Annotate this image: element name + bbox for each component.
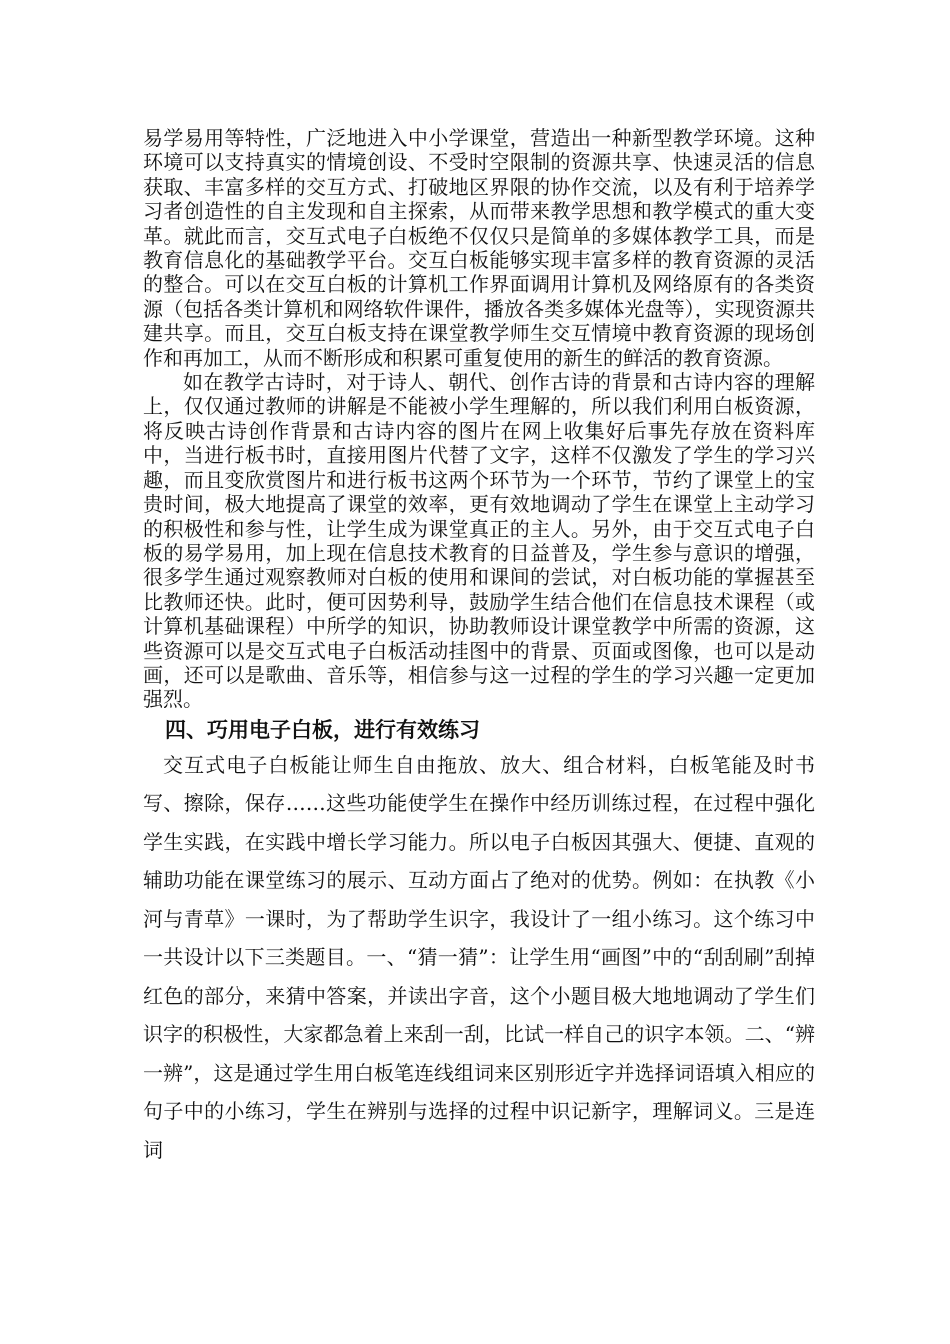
body-text-section <box>143 126 815 712</box>
paragraph-continued: 易学易用等特性，广泛地进入中小学课堂，营造出一种新型教学环境。这种环境可以支持真实的情境创设、不受时空限制的资源共享、快速灵活的信息获取、丰富多样的交互方式、打破地区界限的协作交流，以及有利于培养学习者创造性的自主发现和自主探索，从而带来教学思想和教学模式的重大变革。就此而言，交互式电子白板绝不仅仅只是简单的多媒体教学工具，而是教育信息化的基础教学平台。交互白板能够实现丰富多样的教育资源的灵活的整合。可以在交互白板的计算机工作界面调用计算机及网络原有的各类资源（包括各类计算机和网络软件课件，播放各类多媒体光盘等），实现资源共建共享。而且，交互白板支持在课堂教学师生交互情境中教育资源的现场创作和再加工，从而不断形成和积累可重复使用的新生的鲜活的教育资源。 <box>143 126 815 370</box>
section-heading: 四、巧用电子白板，进行有效练习 <box>165 716 480 742</box>
practice-section <box>143 746 815 1170</box>
paragraph-ancient-poetry: 如在教学古诗时，对于诗人、朝代、创作古诗的背景和古诗内容的理解上，仅仅通过教师的讲解是不能被小学生理解的，所以我们利用白板资源，将反映古诗创作背景和古诗内容的图片在网上收集好后事先存放在资料库中，当进行板书时，直接用图片代替了文字，这样不仅激发了学生的学习兴趣，而且变欣赏图片和进行板书这两个环节为一个环节，节约了课堂上的宝贵时间，极大地提高了课堂的效率，更有效地调动了学生在课堂上主动学习的积极性和参与性，让学生成为课堂真正的主人。另外，由于交互式电子白板的易学易用，加上现在信息技术教育的日益普及，学生参与意识的增强，很多学生通过观察教师对白板的使用和课间的尝试，对白板功能的掌握甚至比教师还快。此时，便可因势利导，鼓励学生结合他们在信息技术课程（或计算机基础课程）中所学的知识，协助教师设计课堂教学中所需的资源，这些资源可以是交互式电子白板活动挂图中的背景、页面或图像，也可以是动画，还可以是歌曲、音乐等，相信参与这一过程的学生的学习兴趣一定更加强烈。 <box>143 370 815 712</box>
paragraph-practice: 交互式电子白板能让师生自由拖放、放大、组合材料，白板笔能及时书写、擦除，保存……这些功能使学生在操作中经历训练过程，在过程中强化学生实践，在实践中增长学习能力。所以电子白板因其强大、便捷、直观的辅助功能在课堂练习的展示、互动方面占了绝对的优势。例如：在执教《小河与青草》一课时，为了帮助学生识字，我设计了一组小练习。这个练习中一共设计以下三类题目。一、“猜一猜”：让学生用“画图”中的“刮刮刷”刮掉红色的部分，来猜中答案，并读出字音，这个小题目极大地地调动了学生们识字的积极性，大家都急着上来刮一刮，比试一样自己的识字本领。二、“辨一辨”，这是通过学生用白板笔连线组词来区别形近字并选择词语填入相应的句子中的小练习，学生在辨别与选择的过程中识记新字，理解词义。三是连词 <box>143 752 815 1162</box>
document-page <box>143 126 815 1169</box>
